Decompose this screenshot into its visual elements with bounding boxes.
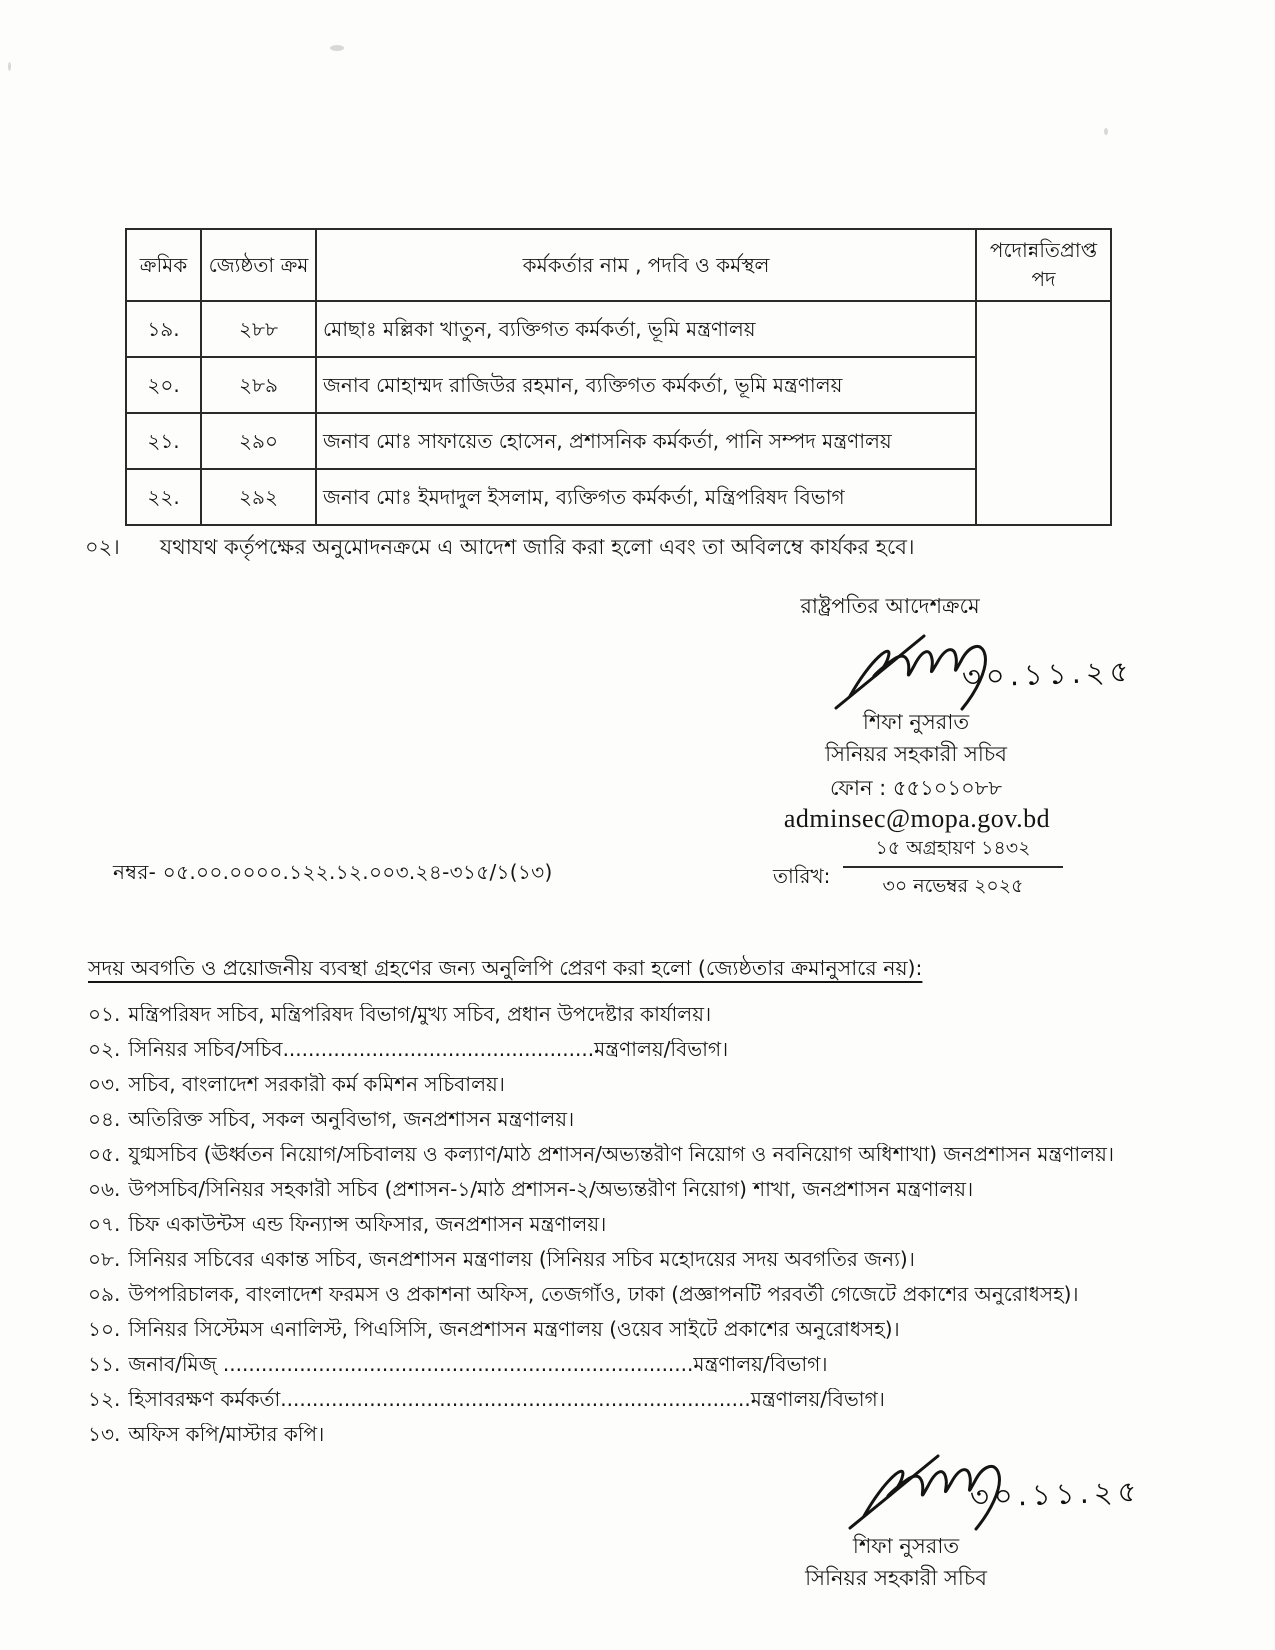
item-text: চিফ একাউন্টস এন্ড ফিন্যান্স অফিসার, জনপ্রশাসন মন্ত্রণালয়। — [128, 1213, 607, 1235]
item-number: ০২. — [88, 1038, 121, 1060]
order-by-line: রাষ্ট্রপতির আদেশক্রমে — [800, 594, 980, 618]
item-number: ০৬. — [88, 1178, 121, 1200]
item-text: সিনিয়র সচিব/সচিব.................................................মন্ত্রণালয়/বিভাগ। — [128, 1038, 729, 1060]
cell-officer-name: জনাব মোঃ ইমদাদুল ইসলাম, ব্যক্তিগত কর্মকর্তা, মন্ত্রিপরিষদ বিভাগ — [316, 469, 976, 525]
cell-officer-name: জনাব মোঃ সাফায়েত হোসেন, প্রশাসনিক কর্মকর্তা, পানি সম্পদ মন্ত্রণালয় — [316, 413, 976, 469]
table-row — [126, 413, 1111, 469]
list-item — [88, 1108, 1218, 1130]
list-item — [88, 1423, 1218, 1445]
cell-seniority: ২৯০ — [201, 413, 316, 469]
item-number: ০৭. — [88, 1213, 121, 1235]
date-gregorian: ৩০ নভেম্বর ২০২৫ — [843, 866, 1063, 899]
officers-table — [125, 228, 1112, 526]
item-text: উপপরিচালক, বাংলাদেশ ফরমস ও প্রকাশনা অফিস, তেজগাঁও, ঢাকা (প্রজ্ঞাপনটি পরবর্তী গেজেটে প্রকাশের অনুরোধসহ)। — [128, 1283, 1079, 1305]
item-text: অফিস কপি/মাস্টার কপি। — [128, 1423, 325, 1445]
list-item — [88, 1318, 1218, 1340]
date-label: তারিখ: — [773, 864, 831, 888]
date-stack — [843, 836, 1063, 898]
distribution-list — [88, 1003, 1218, 1445]
list-item — [88, 1283, 1218, 1305]
cell-officer-name: জনাব মোহাম্মদ রাজিউর রহমান, ব্যক্তিগত কর্মকর্তা, ভূমি মন্ত্রণালয় — [316, 357, 976, 413]
paragraph-text: যথাযথ কর্তৃপক্ষের অনুমোদনক্রমে এ আদেশ জারি করা হলো এবং তা অবিলম্বে কার্যকর হবে। — [160, 535, 915, 559]
item-text: অতিরিক্ত সচিব, সকল অনুবিভাগ, জনপ্রশাসন মন্ত্রণালয়। — [128, 1108, 575, 1130]
signatory-email: adminsec@mopa.gov.bd — [783, 804, 1051, 833]
table-header-row — [126, 229, 1111, 301]
item-number: ০৩. — [88, 1073, 121, 1095]
header-serial: ক্রমিক — [126, 229, 201, 301]
header-officer-name: কর্মকর্তার নাম , পদবি ও কর্মস্থল — [316, 229, 976, 301]
list-item — [88, 1388, 1218, 1410]
cell-officer-name: মোছাঃ মল্লিকা খাতুন, ব্যক্তিগত কর্মকর্তা, ভূমি মন্ত্রণালয় — [316, 301, 976, 357]
scan-speck — [1104, 128, 1108, 135]
item-text: জনাব/মিজ্ ..........................................................................মন্ত্রণালয়/বিভাগ। — [128, 1353, 828, 1375]
cell-serial: ২০. — [126, 357, 201, 413]
item-number: ০৮. — [88, 1248, 121, 1270]
header-promoted-post: পদোন্নতিপ্রাপ্ত পদ — [976, 229, 1111, 301]
signatory-name: শিফা নুসরাত — [852, 1534, 960, 1558]
item-number: ১২. — [88, 1388, 121, 1410]
signatory-designation: সিনিয়র সহকারী সচিব — [825, 742, 1007, 766]
table-row — [126, 301, 1111, 357]
paragraph-number: ০২। — [85, 535, 120, 559]
item-number: ০১. — [88, 1003, 121, 1025]
item-text: সিনিয়র সচিবের একান্ত সচিব, জনপ্রশাসন মন্ত্রণালয় (সিনিয়র সচিব মহোদয়ের সদয় অবগতির জন্য)। — [128, 1248, 915, 1270]
scan-speck — [330, 45, 344, 51]
handwritten-date-bottom: ৩০.১১.২৫ — [969, 1474, 1142, 1514]
item-number: ১৩. — [88, 1423, 121, 1445]
header-seniority: জ্যেষ্ঠতা ক্রম — [201, 229, 316, 301]
item-number: ০৫. — [88, 1143, 121, 1165]
item-number: ১০. — [88, 1318, 121, 1340]
list-item — [88, 1143, 1218, 1165]
officers-table-wrapper — [125, 228, 1112, 526]
cell-seniority: ২৮৯ — [201, 357, 316, 413]
signatory-name: শিফা নুসরাত — [862, 710, 970, 734]
list-item — [88, 1248, 1218, 1270]
item-text: মন্ত্রিপরিষদ সচিব, মন্ত্রিপরিষদ বিভাগ/মুখ্য সচিব, প্রধান উপদেষ্টার কার্যালয়। — [128, 1003, 712, 1025]
list-item — [88, 1073, 1218, 1095]
cell-seniority: ২৮৮ — [201, 301, 316, 357]
item-text: হিসাবরক্ষণ কর্মকর্তা..........................................................................মন্ত্রণালয়/বিভাগ। — [128, 1388, 885, 1410]
item-text: সিনিয়র সিস্টেমস এনালিস্ট, পিএসিসি, জনপ্রশাসন মন্ত্রণালয় (ওয়েব সাইটে প্রকাশের অনুরোধসহ)। — [128, 1318, 900, 1340]
table-row — [126, 469, 1111, 525]
date-bangla: ১৫ অগ্রহায়ণ ১৪৩২ — [875, 837, 1031, 859]
item-text: সচিব, বাংলাদেশ সরকারী কর্ম কমিশন সচিবালয়। — [128, 1073, 505, 1095]
list-item — [88, 1353, 1218, 1375]
signatory-designation: সিনিয়র সহকারী সচিব — [805, 1566, 987, 1590]
scan-speck — [8, 62, 11, 71]
cell-serial: ২১. — [126, 413, 201, 469]
cell-serial: ২২. — [126, 469, 201, 525]
memo-number: নম্বর- ০৫.০০.০০০০.১২২.১২.০০৩.২৪-৩১৫/১(১৩) — [113, 860, 553, 884]
list-item — [88, 1213, 1218, 1235]
cell-promoted-post-merged — [976, 301, 1111, 525]
distribution-heading: সদয় অবগতি ও প্রয়োজনীয় ব্যবস্থা গ্রহণের জন্য অনুলিপি প্রেরণ করা হলো (জ্যেষ্ঠতার ক্রমানুসারে নয়): — [88, 956, 923, 980]
signatory-phone: ফোন : ৫৫১০১০৮৮ — [830, 776, 1002, 800]
handwritten-date-top: ৩০.১১.২৫ — [961, 654, 1134, 694]
list-item — [88, 1178, 1218, 1200]
list-item — [88, 1003, 1218, 1025]
item-number: ১১. — [88, 1353, 121, 1375]
list-item — [88, 1038, 1218, 1060]
item-number: ০৯. — [88, 1283, 121, 1305]
cell-seniority: ২৯২ — [201, 469, 316, 525]
item-text: উপসচিব/সিনিয়র সহকারী সচিব (প্রশাসন-১/মাঠ প্রশাসন-২/অভ্যন্তরীণ নিয়োগ) শাখা, জনপ্রশাসন মন্ত্রণালয়। — [128, 1178, 974, 1200]
item-text: যুগ্মসচিব (ঊর্ধ্বতন নিয়োগ/সচিবালয় ও কল্যাণ/মাঠ প্রশাসন/অভ্যন্তরীণ নিয়োগ ও নবনিয়োগ অধিশাখা) জনপ্রশাসন মন্ত্রণালয়। — [128, 1143, 1115, 1165]
cell-serial: ১৯. — [126, 301, 201, 357]
item-number: ০৪. — [88, 1108, 121, 1130]
table-row — [126, 357, 1111, 413]
order-effect-paragraph — [85, 532, 1205, 564]
